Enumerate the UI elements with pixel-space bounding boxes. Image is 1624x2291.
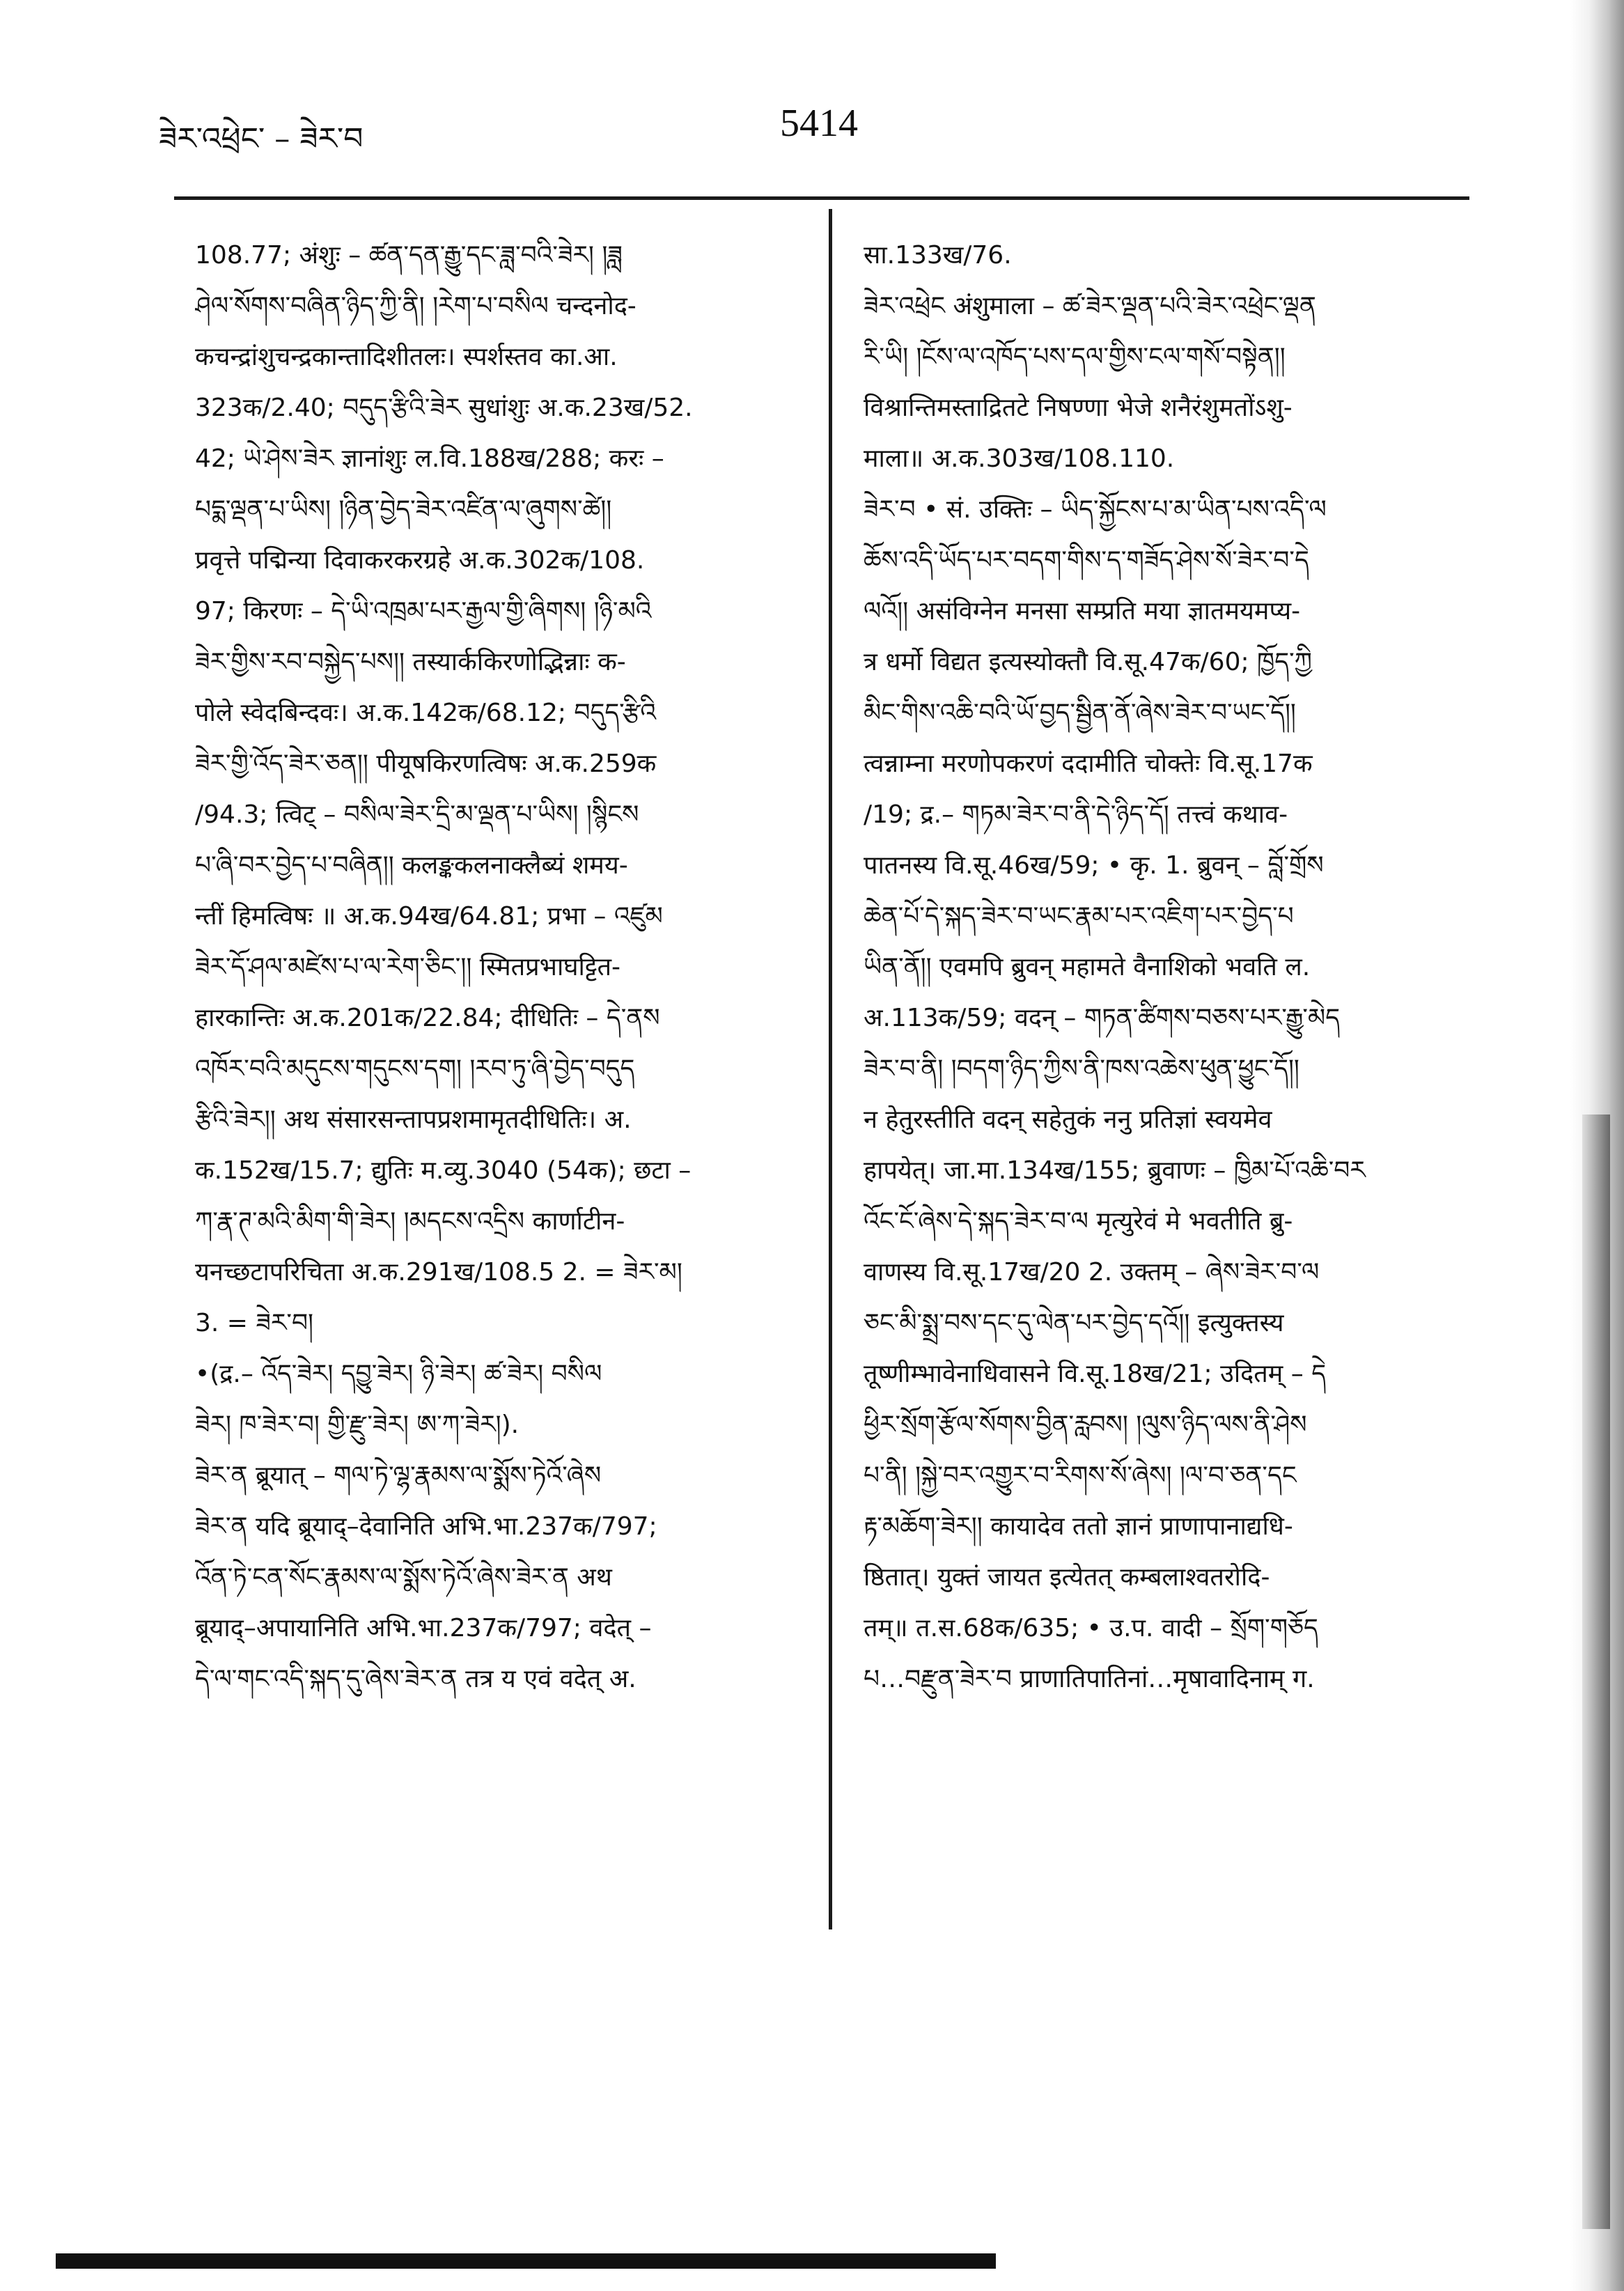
text-line: प्रवृत्ते पद्मिन्या दिवाकरकरग्रहे अ.क.302क/108. xyxy=(195,546,645,575)
text-line: कचन्द्रांशुचन्द्रकान्तादिशीतलः। स्पर्शस्तव का.आ. xyxy=(195,343,618,371)
text-line: ལའོ།། असंविग्नेन मनसा सम्प्रति मया ज्ञातमयमप्य- xyxy=(864,597,1301,626)
text-line: དེ་ལ་གང་འདི་སྐད་དུ་ཞེས་ཟེར་ན तत्र य एवं वदेत् अ. xyxy=(195,1665,637,1693)
text-line: तम्॥ त.स.68क/635; • उ.प. वादी – སྲོག་གཅོད xyxy=(864,1614,1318,1642)
text-line: ཟེར། ཁ་ཟེར་བ། གྱི་རྫུ་ཟེར། ཨ་ཀ་ཟེར།). xyxy=(195,1411,520,1439)
text-line: 97; किरणः – དེ་ཡི་འཁྲམ་པར་རྒྱལ་གྱི་ཞིགས། །ཉི་མའི xyxy=(195,597,652,626)
text-line: /94.3; त्विट् – བསིལ་ཟེར་དྲི་མ་ལྡན་པ་ཡིས། །སྙིངས xyxy=(195,800,639,829)
text-line: 42; ཡེ་ཤེས་ཟེར ज्ञानांशुः ल.वि.188ख/288; करः – xyxy=(195,444,664,473)
page-edge-shadow-dark xyxy=(1582,1115,1610,2229)
text-line: 3. = ཟེར་བ། xyxy=(195,1309,314,1337)
text-line: མིང་གིས་འཆི་བའི་ཡོ་བྱད་སྦྱིན་ནོ་ཞེས་ཟེར་བ་ཡང་དོ།། xyxy=(864,699,1296,727)
text-line: ཕྱིར་སྲོག་རྩོལ་སོགས་བྱིན་རླབས། །ལུས་ཉིད་ལས་ནི་ཤེས xyxy=(864,1411,1307,1439)
text-line: ཡིན་ནོ།། एवमपि ब्रुवन् महामते वैनाशिको भवति ल. xyxy=(864,953,1311,981)
text-line: ཅང་མི་སྨྲ་བས་དང་དུ་ལེན་པར་བྱེད་དའོ།། इत्युक्तस्य xyxy=(864,1309,1284,1337)
text-line: पोले स्वेदबिन्दवः। अ.क.142क/68.12; བདུད་རྩིའི xyxy=(195,699,657,727)
text-line: ཤེལ་སོགས་བཞིན་ཉིད་ཀྱི་ནི། །རེག་པ་བསིལ चन्दनोद- xyxy=(195,292,637,320)
text-line: यनच्छटापरिचिता अ.क.291ख/108.5 2. = ཟེར་མ། xyxy=(195,1258,682,1287)
text-line: न्तीं हिमत्विषः ॥ अ.क.94ख/64.81; प्रभा – འཛུམ xyxy=(195,902,663,931)
text-line: •(द्र.– འོད་ཟེར། དབྱུ་ཟེར། ཉི་ཟེར། ཚ་ཟེར། བསིལ xyxy=(195,1360,602,1388)
text-line: ཆོས་འདི་ཡོད་པར་བདག་གིས་ད་གཟོད་ཤེས་སོ་ཟེར་བ་དེ xyxy=(864,546,1309,575)
text-line: ཟེར་གྱི་འོད་ཟེར་ཅན།། पीयूषकिरणत्विषः अ.क.259क xyxy=(195,750,657,778)
text-line: ཀ་རྣ་ཊ་མའི་མིག་གི་ཟེར། །མདངས་འདྲིས कार्णाटीन- xyxy=(195,1207,625,1236)
text-line: འོང་ངོ་ཞེས་དེ་སྐད་ཟེར་བ་ལ मृत्युरेवं मे भवतीति ब्रु- xyxy=(864,1207,1293,1236)
text-line: པ་ཞི་བར་བྱེད་པ་བཞིན།། कलङ्ककलनाक्लैब्यं शमय- xyxy=(195,851,628,880)
left-column xyxy=(195,230,808,1943)
text-line: པདྨ་ལྡན་པ་ཡིས། །ཉིན་བྱེད་ཟེར་འཛིན་ལ་ཞུགས་ཚེ།། xyxy=(195,495,612,524)
text-line: འཁོར་བའི་མདུངས་གདུངས་དག། །རབ་ཏུ་ཞི་བྱེད་བདུད xyxy=(195,1055,635,1083)
running-header: ཟེར་འཕྲེང་ – ཟེར་བ xyxy=(159,121,364,157)
text-line: अ.113क/59; वदन् – གཏན་ཚིགས་བཅས་པར་རྒྱུ་མེད xyxy=(864,1004,1341,1032)
text-line: རི་ཡི། །ངོས་ལ་འཁོད་པས་དལ་གྱིས་ངལ་གསོ་བསྟེན།། xyxy=(864,343,1286,371)
text-line: འོན་ཏེ་ངན་སོང་རྣམས་ལ་སྨོས་ཏེའོ་ཞེས་ཟེར་ན अथ xyxy=(195,1563,612,1592)
text-line: ཟེར་འཕྲེང अंशुमाला – ཚ་ཟེར་ལྡན་པའི་ཟེར་འཕྲེང་ལྡན xyxy=(864,292,1316,320)
text-line: 108.77; अंशुः – ཚན་དན་རྒྱུ་དང་ཟླ་བའི་ཟེར། །ཟླ xyxy=(195,241,623,270)
header-rule xyxy=(174,196,1469,200)
text-line: ཟེར་བ • सं. उक्तिः – ཡིད་སྐྱོངས་པ་མ་ཡིན་པས་འདི་ལ xyxy=(864,495,1327,524)
text-line: /19; द्र.– གཏམ་ཟེར་བ་ནི་དེ་ཉིད་དོ། तत्त्वं कथाव- xyxy=(864,800,1288,829)
text-line: त्वन्नाम्ना मरणोपकरणं ददामीति चोक्तेः वि.सू.17क xyxy=(864,750,1313,778)
text-line: ཟེར་ན ब्रूयात् – གལ་ཏེ་ལྷ་རྣམས་ལ་སྨོས་ཏེའོ་ཞེས xyxy=(195,1461,602,1490)
right-column xyxy=(864,230,1476,1943)
text-line: तूष्णीम्भावेनाधिवासने वि.सू.18ख/21; उदितम् – དེ xyxy=(864,1360,1327,1388)
text-line: सा.133ख/76. xyxy=(864,241,1012,270)
text-line: ब्रूयाद्–अपायानिति अभि.भा.237क/797; वदेत् – xyxy=(195,1614,652,1642)
page-number: 5414 xyxy=(780,102,858,145)
text-line: वाणस्य वि.सू.17ख/20 2. उक्तम् – ཞེས་ཟེར་བ་ལ xyxy=(864,1258,1320,1287)
text-line: ཆེན་པོ་དེ་སྐད་ཟེར་བ་ཡང་རྣམ་པར་འཇིག་པར་བྱེད་པ xyxy=(864,902,1294,931)
text-line: ष्ठितात्। युक्तं जायत इत्येतत् कम्बलाश्वतरोदि- xyxy=(864,1563,1270,1592)
text-line: པ…བརྫུན་ཟེར་བ प्राणातिपातिनां…मृषावादिनाम् ग. xyxy=(864,1665,1315,1693)
bottom-rule xyxy=(56,2253,996,2269)
text-line: पातनस्य वि.सू.46ख/59; • कृ. 1. ब्रुवन् – བློ་གྲོས xyxy=(864,851,1324,880)
text-line: ཟེར་དོ་ཤལ་མཛེས་པ་ལ་རེག་ཅིང་།། स्मितप्रभाघट्टित- xyxy=(195,953,620,981)
text-line: त्र धर्मो विद्यत इत्यस्योक्तौ वि.सू.47क/60; ཁྱོད་ཀྱི xyxy=(864,648,1312,676)
text-line: ཟེར་ན यदि ब्रूयाद्–देवानिति अभि.भा.237क/797; xyxy=(195,1512,657,1541)
column-divider xyxy=(829,209,832,1929)
text-line: विश्रान्तिमस्ताद्रितटे निषण्णा भेजे शनैरंशुमतोंऽशु- xyxy=(864,394,1293,422)
text-line: न हेतुरस्तीति वदन् सहेतुकं ननु प्रतिज्ञां स्वयमेव xyxy=(864,1105,1272,1134)
text-line: ཟེར་བ་ནི། །བདག་ཉིད་ཀྱིས་ནི་ཁས་འཆེས་ཕུན་ཕྱུང་དོ།། xyxy=(864,1055,1299,1083)
text-line: རྟ་མཆོག་ཟེར།། कायादेव ततो ज्ञानं प्राणापानाद्यधि- xyxy=(864,1512,1293,1541)
text-line: རྩིའི་ཟེར།། अथ संसारसन्तापप्रशमामृतदीधितिः। अ. xyxy=(195,1105,632,1134)
text-line: हारकान्तिः अ.क.201क/22.84; दीधितिः – དེ་ནས xyxy=(195,1004,660,1032)
text-line: ཟེར་གྱིས་རབ་བསྐྱེད་པས།། तस्यार्ककिरणोद्भिन्नाः क- xyxy=(195,648,626,676)
text-line: པ་ནི། །སྐྱེ་བར་འགྱུར་བ་རིགས་སོ་ཞེས། །ལ་བ་ཅན་དང xyxy=(864,1461,1297,1490)
text-line: माला॥ अ.क.303ख/108.110. xyxy=(864,444,1175,473)
text-line: क.152ख/15.7; द्युतिः म.व्यु.3040 (54क); छटा – xyxy=(195,1156,692,1185)
text-line: 323क/2.40; བདུད་རྩིའི་ཟེར सुधांशुः अ.क.23ख/52. xyxy=(195,394,693,422)
text-line: हापयेत्। जा.मा.134ख/155; ब्रुवाणः – ཁྱིམ་པོ་འཆི་བར xyxy=(864,1156,1366,1185)
